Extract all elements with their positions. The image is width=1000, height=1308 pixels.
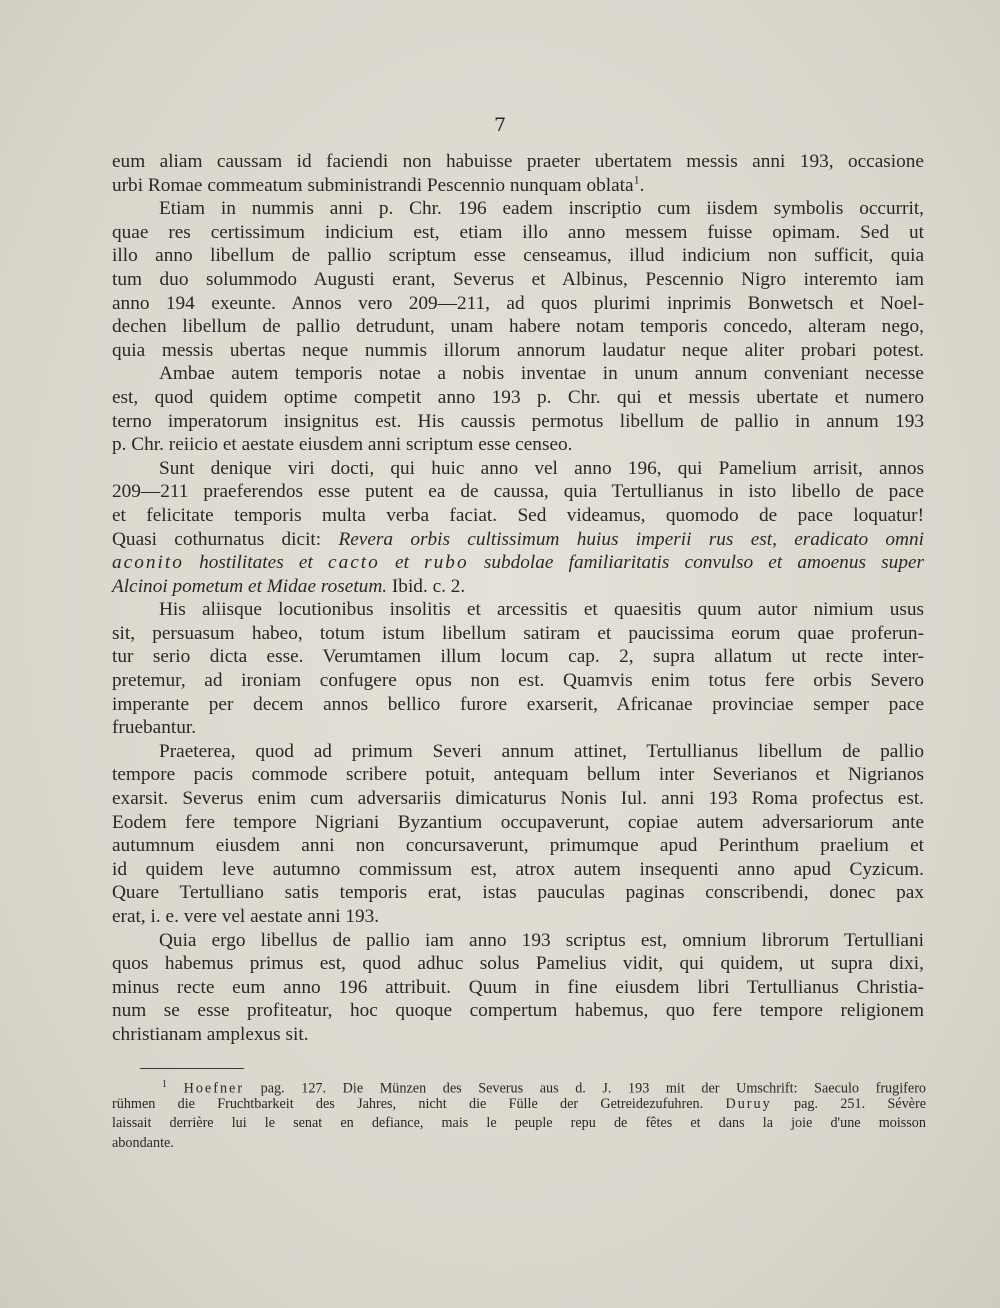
text-line: Eodem fere tempore Nigriani Byzantium occupaverunt, copiae autem adversariorum ante [112,811,924,833]
footnote-divider [140,1068,244,1069]
text-span: Quasi cothurnatus dicit: [112,528,322,550]
text-line: exarsit. Severus enim cum adversariis dimicaturus Nonis Iul. anni 193 Roma profectus est. [112,788,924,810]
text-line: Etiam in nummis anni p. Chr. 196 eadem inscriptio cum iisdem symbolis occurrit, [159,198,924,220]
text-line: tempore pacis commode scribere potuit, antequam bellum inter Severianos et Nigrianos [112,764,924,786]
text-line: christianam amplexus sit. [112,1023,309,1045]
footnotes [112,1075,926,1153]
footnote-line [112,1075,926,1095]
text-line: imperante per decem annos bellico furore exarserit, Africanae provinciae semper pace [112,693,924,715]
text-line: quos habemus primus est, quod adhuc solus Pamelius vidit, qui quidem, ut supra dixi, [112,953,924,975]
quotation: Alcinoi pometum et Midae rosetum. [112,575,388,597]
quotation-spaced: aconito [112,552,184,574]
text-line: p. Chr. reiicio et aestate eiusdem anni scriptum esse censeo. [112,434,573,456]
text-line [112,174,924,198]
text-line: dechen libellum de pallio detrudunt, unam habere notam temporis concedo, alteram nego, [112,316,924,338]
text-line: 209—211 praeferendos esse putent ea de caussa, quia Tertullianus in isto libello de pace [112,481,924,503]
text-line: pretemur, ad ironiam confugere opus non est. Quamvis enim totus fere orbis Severo [112,670,924,692]
text-line [112,551,924,575]
footnote-text: pag. 251. Sévère [794,1095,926,1112]
quotation: subdolae familiaritatis convulso et amoenus super [483,552,925,574]
text-line: eum aliam caussam id faciendi non habuisse praeter ubertatem messis anni 193, occasione [112,151,924,172]
footnote-reference: 1 [633,172,640,187]
footnote-author: Duruy [725,1095,772,1112]
quotation: Revera orbis cultissimum huius imperii rus est, eradicato omni [338,528,924,550]
text-line: num se esse profiteatur, hoc quoque compertum habemus, quo fere tempore religionem [112,1000,924,1022]
text-line: Sunt denique viri docti, qui huic anno vel anno 196, qui Pamelium arrisit, annos [159,457,924,479]
text-line: quia messis ubertas neque nummis illorum annorum laudatur neque aliter probari potest. [112,339,924,361]
footnote-line [112,1095,926,1115]
footnote-text: rühmen die Fruchtbarkeit des Jahres, nicht die Fülle der Getreidezufuhren. [112,1095,704,1112]
text-line: sit, persuasum habeo, totum istum libellum satiram et paucissima eorum quae proferun- [112,622,924,644]
text-line: tur serio dicta esse. Verumtamen illum locum cap. 2, supra allatum ut recte inter- [112,646,924,668]
text-line: est, quod quidem optime competit anno 193 p. Chr. qui et messis ubertate et numero [112,386,924,408]
text-line: fruebantur. [112,717,197,739]
text-line: Quare Tertulliano satis temporis erat, istas pauculas paginas conscribendi, donec pax [112,882,924,904]
quotation: et [395,552,409,574]
text-line: Praeterea, quod ad primum Severi annum attinet, Tertullianus libellum de pallio [159,740,924,762]
quotation: hostilitates et [199,552,313,574]
text-line: anno 194 exeunte. Annos vero 209—211, ad quos plurimi inprimis Bonwetsch et Noel- [112,292,924,314]
text-line: illo anno libellum de pallio scriptum esse censeamus, illud indicium non sufficit, quia [112,245,924,267]
text-line: His aliisque locutionibus insolitis et arcessitis et quaesitis quum autor nimium usus [159,599,924,621]
text-line: tum duo solummodo Augusti erant, Severus et Albinus, Pescennio Nigro interemto iam [112,268,924,290]
text-line: autumnum eiusdem anni non concursaverunt, primumque apud Perinthum praelium et [112,835,924,857]
text-line: minus recte eum anno 196 attribuit. Quum in fine eiusdem libri Tertullianus Christia- [112,976,924,998]
body-text [112,150,924,1047]
footnote-line: laissait derrière lui le senat en defiance, mais le peuple repu de fêtes et dans la joie d'une moisson [112,1115,926,1132]
text-span: urbi Romae commeatum subministrandi Pescennio nunquam oblata [112,174,634,196]
text-line: quae res certissimum indicium est, etiam illo anno messem fuisse opimam. Sed ut [112,221,924,243]
footnote-text: pag. 127. Die Münzen des Severus aus d. J. 193 mit der Umschrift: Saeculo frugifero [260,1080,927,1097]
footnote-line: abondante. [112,1134,174,1151]
text-line: Quia ergo libellus de pallio iam anno 193 scriptus est, omnium librorum Tertulliani [159,929,924,951]
footnote-marker: 1 [162,1079,167,1090]
text-line [112,528,924,552]
text-line: terno imperatorum insignitus est. His caussis permotus libellum de pallio in annum 193 [112,410,924,432]
punctuation: . [639,174,645,196]
text-line: id quidem leve autumno commissum est, atrox autem insequenti anno apud Cyzicum. [112,858,924,880]
footnote-author: Hoefner [183,1080,245,1097]
text-line: et felicitate temporis multa verba faciat. Sed videamus, quomodo de pace loquatur! [112,504,924,526]
text-line: erat, i. e. vere vel aestate anni 193. [112,906,380,927]
page-number: 7 [493,114,507,136]
quotation-spaced: rubo [424,552,469,574]
text-line [112,575,924,599]
quotation-spaced: cacto [328,552,380,574]
citation: Ibid. c. 2. [391,575,466,597]
text-line: Ambae autem temporis notae a nobis inventae in unum annum conveniant necesse [159,363,924,385]
